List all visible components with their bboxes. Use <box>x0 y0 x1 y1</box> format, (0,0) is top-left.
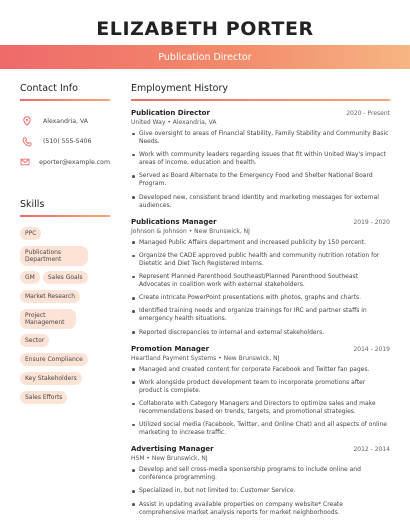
contact-location <box>20 111 110 131</box>
job-bullet: Represent Planned Parenthood Southeast/Planned Parenthood Southeast Advocates in coalition work with external stakeholders. <box>131 273 390 289</box>
job-dates: 2012 - 2014 <box>353 446 390 454</box>
job-bullet: Utilized social media (Facebook, Twitter, and Online Chat) and all aspects of online marketing to increase traffic. <box>131 421 390 437</box>
separator-dot: • <box>218 354 224 362</box>
job-bullet: Create intricate PowerPoint presentations with photos, graphs and charts. <box>131 294 390 302</box>
location-pin-icon <box>20 114 34 128</box>
right-column <box>131 83 390 522</box>
contact-email[interactable] <box>20 152 110 172</box>
skill-tag: Ensure Compliance <box>20 353 88 366</box>
contact-phone-text: (510) 555-5406 <box>43 138 92 145</box>
job-bullet: Developed new, consistent brand identity and marketing messages for external audiences. <box>131 194 390 210</box>
job-dates: 2019 - 2020 <box>353 218 390 226</box>
job-company: Heartland Payment Systems <box>131 354 217 362</box>
job-company: HSM <box>131 455 145 463</box>
job-bullet: Collaborate with Category Managers and Directors to optimize sales and make recommendations based on trends, targets, and promotional strategies. <box>131 400 390 416</box>
job-bullet: Managed and created content for corporate Facebook and Twitter fan pages. <box>131 366 390 374</box>
job-title: Promotion Manager <box>131 344 210 353</box>
job-entry <box>131 109 390 210</box>
skill-tag: Project Management <box>20 309 76 329</box>
job-entry <box>131 218 390 337</box>
skill-tag: Publications Department <box>20 246 88 266</box>
skills-list <box>20 227 110 410</box>
skill-tag: Key Stakeholders <box>20 372 82 385</box>
separator-dot: • <box>146 455 152 463</box>
job-bullet: Specialized in, but not limited to: Customer Service. <box>131 487 390 495</box>
role-title: Publication Director <box>158 51 252 63</box>
role-banner <box>0 45 410 69</box>
job-employer <box>131 119 390 126</box>
job-location: New Brunswick, NJ <box>223 354 280 362</box>
job-bullet: Work with community leaders regarding issues that fit within United Way's impact areas of income, education and health. <box>131 151 390 167</box>
job-company: Johnson & Johnson <box>131 227 187 235</box>
job-bullet: Reported discrepancies to internal and external stakeholders. <box>131 329 390 337</box>
job-employer <box>131 355 390 362</box>
job-title: Publications Manager <box>131 217 217 226</box>
employment-divider <box>131 99 390 101</box>
contact-email-text[interactable]: eporter@example.com <box>39 158 110 166</box>
contact-location-text: Alexandria, VA <box>43 117 89 125</box>
job-location: Alexandria, VA <box>172 119 217 126</box>
job-bullet: Managed Public Affairs department and increased publicity by 150 percent. <box>131 239 390 247</box>
job-bullet: Develop and sell cross-media sponsorship programs to include online and conference programming. <box>131 466 390 482</box>
job-bullets <box>131 366 390 438</box>
contact-list <box>20 111 110 172</box>
skill-tag: Sales Efforts <box>20 391 67 404</box>
job-bullet: Assist in updating available properties on company website* Create comprehensive market analysis reports for market neighborhoods. <box>131 501 390 517</box>
job-entry <box>131 345 390 438</box>
skill-tag: GM <box>20 271 40 284</box>
email-icon <box>20 155 30 169</box>
job-bullet: Identified training needs and organize trainings for IRC and partner staffs in emergency health situations. <box>131 307 390 323</box>
job-title: Publication Director <box>131 109 210 117</box>
contact-divider <box>20 99 110 101</box>
skill-tag: Sector <box>20 334 49 347</box>
contact-section-title: Contact Info <box>20 83 78 94</box>
job-bullet: Work alongside product development team to incorporate promotions after product is complete. <box>131 379 390 395</box>
job-bullet: Organize the CADE approved public health and community nutrition rotation for Dietetic and Diet Tech Registered Interns. <box>131 252 390 268</box>
employment-section-title: Employment History <box>131 83 229 94</box>
skills-divider <box>20 215 110 217</box>
job-title: Advertising Manager <box>131 445 214 454</box>
job-location: New Brunswick, NJ <box>194 227 250 235</box>
job-bullet: Give oversight to areas of Financial Stability, Family Stability and Community Basic Needs. <box>131 130 390 146</box>
skill-tag: Market Research <box>20 290 80 303</box>
job-employer <box>131 455 390 462</box>
job-bullets <box>131 130 390 210</box>
job-bullets <box>131 466 390 516</box>
skills-section-title: Skills <box>20 199 45 210</box>
job-bullet: Served as Board Alternate to the Emergency Food and Shelter National Board Program. <box>131 172 390 188</box>
skill-tag: Sales Goals <box>43 271 88 284</box>
contact-phone <box>20 132 110 152</box>
job-entry <box>131 445 390 516</box>
separator-dot: • <box>188 227 195 235</box>
candidate-name: ELIZABETH PORTER <box>96 18 314 40</box>
separator-dot: • <box>167 119 173 126</box>
job-company: United Way <box>131 119 166 126</box>
left-column <box>20 83 110 410</box>
job-employer <box>131 228 390 235</box>
job-dates: 2014 - 2019 <box>353 345 390 353</box>
phone-icon <box>20 135 34 149</box>
job-dates: 2020 - Present <box>346 110 390 117</box>
job-bullets <box>131 239 390 337</box>
job-location: New Brunswick, NJ <box>151 455 208 463</box>
skill-tag: PPC <box>20 227 41 240</box>
